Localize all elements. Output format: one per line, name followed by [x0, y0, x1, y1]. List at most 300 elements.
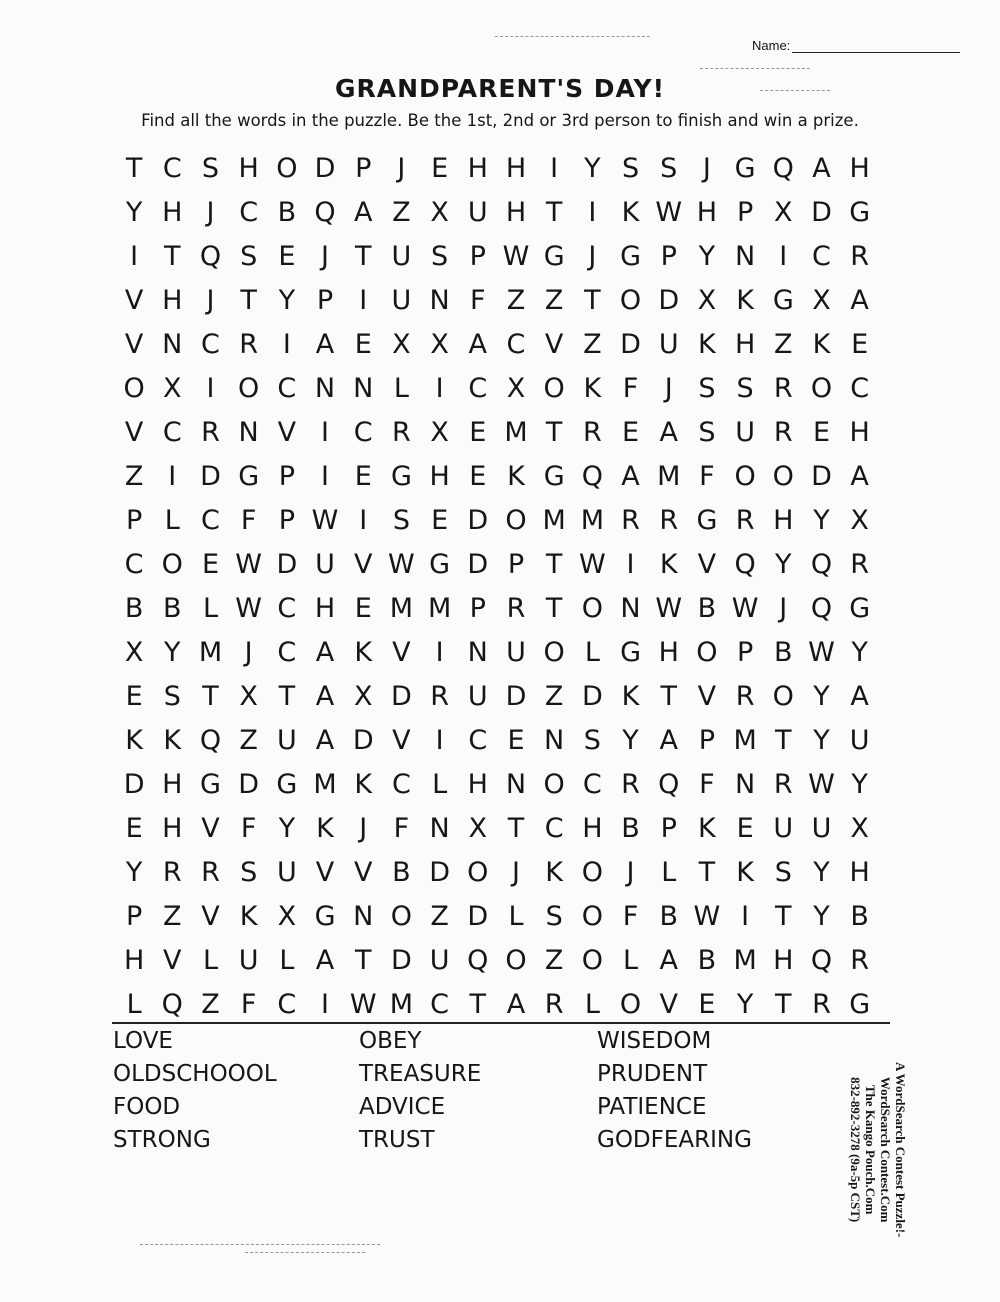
grid-letter: G [200, 768, 221, 800]
grid-letter: H [314, 592, 336, 624]
grid-letter: H [238, 152, 259, 184]
grid-letter: I [550, 152, 559, 184]
grid-letter: H [734, 328, 756, 360]
grid-letter: H [696, 196, 718, 228]
grid-letter: I [206, 372, 215, 404]
grid-letter: B [774, 636, 793, 668]
grid-letter: X [430, 416, 449, 448]
grid-letter: W [235, 592, 262, 624]
grid-letter: N [238, 416, 259, 448]
grid-letter: R [773, 768, 793, 800]
grid-letter: G [620, 636, 641, 668]
grid-letter: A [468, 328, 488, 360]
grid-letter: K [698, 812, 716, 844]
scan-mark [245, 1252, 365, 1253]
grid-letter: S [621, 152, 640, 184]
scan-mark [760, 90, 830, 91]
grid-letter: L [164, 504, 180, 536]
grid-letter: T [545, 416, 563, 448]
grid-letter: V [659, 988, 678, 1020]
grid-letter: U [849, 724, 870, 756]
grid-letter: C [277, 372, 297, 404]
grid-letter: Y [164, 636, 181, 668]
grid-letter: L [508, 900, 524, 932]
grid-letter: Q [581, 460, 603, 492]
grid-letter: Q [314, 196, 336, 228]
grid-letter: O [467, 856, 489, 888]
grid-letter: R [506, 592, 526, 624]
grid-letter: G [620, 240, 641, 272]
grid-letter: I [321, 988, 330, 1020]
grid-letter: F [622, 372, 639, 404]
grid-letter: R [621, 504, 640, 536]
grid-letter: J [206, 196, 215, 228]
grid-letter: Q [772, 152, 794, 184]
grid-letter: D [467, 504, 489, 536]
grid-letter: H [849, 416, 870, 448]
grid-letter: R [239, 328, 259, 360]
grid-letter: C [201, 504, 220, 536]
grid-letter: L [202, 592, 218, 624]
grid-letter: U [391, 284, 412, 316]
grid-letter: J [588, 240, 597, 272]
grid-letter: S [698, 416, 716, 448]
grid-letter: B [277, 196, 297, 228]
grid-letter: P [736, 196, 754, 228]
grid-letter: P [125, 504, 143, 536]
grid-letter: Y [698, 240, 716, 272]
grid-letter: D [429, 856, 450, 888]
grid-letter: J [664, 372, 673, 404]
grid-letter: U [276, 856, 297, 888]
word-list-item: OLDSCHOOOL [113, 1060, 277, 1087]
grid-letter: C [162, 152, 182, 184]
grid-letter: K [125, 724, 143, 756]
grid-letter: X [163, 372, 182, 404]
grid-letter: P [278, 504, 295, 536]
grid-letter: K [163, 724, 182, 756]
grid-letter: S [163, 680, 181, 712]
grid-letter: T [240, 284, 257, 316]
grid-letter: M [733, 724, 757, 756]
grid-letter: T [775, 724, 792, 756]
grid-letter: V [353, 856, 373, 888]
grid-letter: O [238, 372, 260, 404]
grid-letter: Y [813, 724, 830, 756]
grid-letter: G [734, 152, 756, 184]
grid-letter: A [659, 944, 678, 976]
grid-letter: A [850, 680, 869, 712]
credit-line: A WordSearch Contest Puzzle!- [893, 1062, 908, 1238]
grid-letter: N [353, 372, 374, 404]
grid-letter: J [702, 152, 711, 184]
grid-letter: H [849, 152, 870, 184]
grid-letter: O [505, 504, 527, 536]
grid-letter: E [812, 416, 830, 448]
grid-letter: C [506, 328, 526, 360]
grid-letter: W [311, 504, 339, 536]
grid-letter: E [851, 328, 869, 360]
grid-letter: M [389, 988, 414, 1020]
grid-letter: W [655, 592, 683, 624]
grid-letter: H [582, 812, 603, 844]
grid-letter: I [435, 636, 444, 668]
grid-letter: A [812, 152, 831, 184]
grid-letter: B [697, 592, 717, 624]
grid-letter: D [391, 944, 412, 976]
grid-letter: K [736, 856, 754, 888]
grid-letter: Y [851, 768, 868, 800]
grid-letter: R [659, 504, 679, 536]
grid-letter: N [353, 900, 374, 932]
grid-letter: W [235, 548, 262, 580]
grid-letter: K [354, 636, 373, 668]
grid-letter: V [277, 416, 297, 448]
grid-letter: J [626, 856, 635, 888]
grid-letter: T [469, 988, 487, 1020]
grid-letter: Z [583, 328, 602, 360]
grid-letter: D [352, 724, 374, 756]
grid-letter: E [431, 504, 449, 536]
word-search-grid [115, 146, 879, 1026]
grid-letter: Q [199, 724, 222, 756]
grid-letter: A [315, 680, 335, 712]
grid-letter: D [811, 460, 832, 492]
grid-letter: W [731, 592, 759, 624]
word-list-item: FOOD [113, 1093, 181, 1120]
grid-letter: D [123, 768, 145, 800]
grid-letter: S [545, 900, 563, 932]
scan-mark [700, 68, 810, 69]
grid-letter: A [315, 724, 335, 756]
grid-letter: S [583, 724, 601, 756]
grid-letter: J [397, 152, 406, 184]
grid-letter: G [849, 592, 871, 624]
grid-letter: W [349, 988, 377, 1020]
grid-letter: U [391, 240, 412, 272]
grid-letter: H [467, 768, 488, 800]
grid-letter: T [354, 944, 372, 976]
grid-letter: P [469, 592, 486, 624]
grid-letter: H [505, 152, 527, 184]
grid-letter: E [507, 724, 525, 756]
grid-letter: S [201, 152, 220, 184]
grid-letter: D [658, 284, 680, 316]
grid-letter: E [278, 240, 296, 272]
grid-letter: R [735, 680, 755, 712]
grid-letter: G [429, 548, 451, 580]
grid-letter: V [392, 724, 411, 756]
grid-letter: V [124, 328, 144, 360]
grid-letter: C [430, 988, 450, 1020]
grid-letter: Q [199, 240, 222, 272]
grid-letter: P [469, 240, 486, 272]
grid-letter: D [314, 152, 336, 184]
grid-letter: K [583, 372, 602, 404]
grid-letter: R [850, 240, 870, 272]
grid-letter: O [619, 284, 642, 316]
grid-letter: R [773, 372, 793, 404]
grid-letter: X [353, 680, 373, 712]
name-input-line[interactable] [792, 52, 960, 53]
grid-letter: P [125, 900, 143, 932]
grid-letter: K [621, 680, 640, 712]
grid-letter: C [582, 768, 602, 800]
grid-letter: O [772, 680, 794, 712]
grid-letter: S [660, 152, 678, 184]
word-list-item: LOVE [113, 1027, 173, 1054]
grid-letter: D [620, 328, 641, 360]
grid-letter: S [240, 240, 258, 272]
grid-letter: G [543, 460, 565, 492]
grid-letter: V [353, 548, 373, 580]
grid-letter: E [354, 328, 372, 360]
grid-letter: R [735, 504, 755, 536]
grid-letter: F [240, 812, 257, 844]
grid-letter: I [435, 372, 444, 404]
grid-letter: U [429, 944, 450, 976]
grid-letter: L [584, 988, 600, 1020]
grid-letter: M [657, 460, 681, 492]
grid-letter: E [354, 460, 372, 492]
grid-letter: M [733, 944, 757, 976]
grid-letter: O [543, 372, 565, 404]
grid-letter: T [125, 152, 143, 184]
grid-letter: I [588, 196, 597, 228]
grid-letter: W [502, 240, 530, 272]
word-list-item: TRUST [359, 1126, 435, 1153]
grid-letter: N [734, 768, 756, 800]
grid-letter: I [321, 460, 330, 492]
grid-letter: V [124, 284, 144, 316]
grid-letter: Q [810, 548, 833, 580]
grid-letter: D [391, 680, 412, 712]
grid-letter: X [506, 372, 526, 404]
grid-letter: I [168, 460, 177, 492]
grid-letter: O [734, 460, 756, 492]
grid-letter: N [734, 240, 756, 272]
grid-letter: M [504, 416, 528, 448]
grid-letter: M [198, 636, 223, 668]
grid-letter: C [468, 724, 488, 756]
credit-line: The Kango Pouch.Com [863, 1084, 878, 1215]
grid-letter: I [282, 328, 291, 360]
grid-letter: K [621, 196, 640, 228]
grid-letter: R [850, 548, 870, 580]
grid-letter: R [430, 680, 449, 712]
grid-letter: V [315, 856, 335, 888]
grid-letter: Y [278, 812, 296, 844]
grid-letter: Z [124, 460, 144, 492]
grid-letter: E [431, 152, 449, 184]
grid-letter: M [427, 592, 452, 624]
grid-letter: O [581, 944, 603, 976]
grid-letter: H [505, 196, 527, 228]
grid-letter: R [850, 944, 870, 976]
grid-letter: H [467, 152, 488, 184]
grid-letter: I [359, 504, 368, 536]
grid-letter: H [773, 504, 794, 536]
word-list-item: PRUDENT [597, 1060, 708, 1087]
grid-letter: V [697, 548, 717, 580]
grid-letter: U [658, 328, 679, 360]
grid-letter: D [581, 680, 603, 712]
grid-letter: U [506, 636, 526, 668]
grid-letter: Q [161, 988, 183, 1020]
grid-letter: O [276, 152, 298, 184]
grid-letter: K [812, 328, 831, 360]
grid-letter: O [581, 900, 603, 932]
grid-letter: Z [544, 284, 564, 316]
grid-letter: Q [658, 768, 680, 800]
grid-letter: V [124, 416, 144, 448]
scan-mark [140, 1244, 380, 1245]
grid-letter: R [162, 856, 182, 888]
grid-letter: E [469, 460, 487, 492]
grid-letter: Q [734, 548, 756, 580]
word-list-item: STRONG [113, 1126, 211, 1153]
grid-letter: O [772, 460, 794, 492]
grid-letter: J [511, 856, 520, 888]
grid-letter: C [162, 416, 182, 448]
grid-letter: C [124, 548, 144, 580]
grid-letter: O [390, 900, 413, 932]
grid-letter: E [469, 416, 487, 448]
grid-letter: T [164, 240, 181, 272]
grid-letter: Q [810, 944, 833, 976]
grid-letter: R [392, 416, 411, 448]
grid-letter: P [660, 240, 677, 272]
grid-letter: T [660, 680, 677, 712]
grid-letter: N [505, 768, 527, 800]
grid-letter: E [736, 812, 754, 844]
grid-letter: Y [813, 856, 830, 888]
name-label: Name: [752, 38, 791, 53]
grid-letter: A [353, 196, 373, 228]
grid-letter: G [238, 460, 260, 492]
grid-letter: M [313, 768, 337, 800]
grid-letter: L [623, 944, 639, 976]
grid-letter: Y [278, 284, 296, 316]
grid-letter: F [393, 812, 410, 844]
grid-letter: P [736, 636, 754, 668]
grid-letter: C [277, 592, 297, 624]
grid-letter: C [850, 372, 870, 404]
grid-letter: G [314, 900, 336, 932]
grid-letter: A [850, 284, 869, 316]
grid-letter: F [240, 504, 257, 536]
grid-letter: P [355, 152, 372, 184]
grid-letter: N [467, 636, 488, 668]
grid-letter: N [620, 592, 641, 624]
word-list-item: PATIENCE [597, 1093, 707, 1120]
grid-letter: U [811, 812, 832, 844]
grid-letter: G [772, 284, 794, 316]
grid-letter: D [276, 548, 298, 580]
grid-letter: P [316, 284, 334, 316]
grid-letter: A [506, 988, 526, 1020]
grid-letter: H [429, 460, 450, 492]
grid-letter: D [238, 768, 260, 800]
grid-letter: A [659, 724, 678, 756]
grid-letter: Z [392, 196, 411, 228]
grid-letter: T [545, 592, 563, 624]
grid-letter: A [315, 944, 335, 976]
grid-letter: A [621, 460, 640, 492]
grid-letter: Y [736, 988, 754, 1020]
grid-letter: P [698, 724, 716, 756]
grid-letter: T [545, 548, 563, 580]
grid-letter: G [849, 196, 871, 228]
grid-letter: Z [544, 680, 564, 712]
word-list-item: GODFEARING [597, 1126, 752, 1153]
grid-letter: H [162, 284, 183, 316]
credit-line: WordSearch Contest.Com [878, 1076, 893, 1223]
grid-letter: A [850, 460, 869, 492]
grid-letter: K [545, 856, 564, 888]
grid-letter: P [278, 460, 295, 492]
grid-letter: S [240, 856, 258, 888]
grid-letter: T [278, 680, 296, 712]
grid-letter: S [392, 504, 410, 536]
grid-letter: V [392, 636, 411, 668]
grid-letter: E [698, 988, 716, 1020]
grid-letter: G [696, 504, 718, 536]
grid-letter: E [201, 548, 219, 580]
grid-letter: K [239, 900, 258, 932]
grid-letter: W [655, 196, 683, 228]
grid-letter: X [239, 680, 258, 712]
grid-letter: H [773, 944, 794, 976]
grid-letter: B [124, 592, 144, 624]
grid-letter: X [774, 196, 793, 228]
word-list-item: OBEY [359, 1027, 422, 1054]
grid-letter: E [125, 812, 143, 844]
grid-letter: U [315, 548, 335, 580]
grid-letter: C [812, 240, 831, 272]
grid-letter: I [779, 240, 788, 272]
grid-letter: Y [622, 724, 639, 756]
grid-letter: D [467, 900, 489, 932]
grid-letter: N [429, 284, 450, 316]
grid-letter: H [123, 944, 145, 976]
grid-letter: C [468, 372, 488, 404]
grid-letter: J [779, 592, 788, 624]
grid-letter: V [544, 328, 564, 360]
grid-letter: O [696, 636, 718, 668]
grid-letter: Q [467, 944, 489, 976]
grid-letter: L [661, 856, 677, 888]
grid-letter: I [435, 724, 444, 756]
grid-letter: R [582, 416, 602, 448]
grid-letter: H [162, 812, 183, 844]
grid-letter: I [359, 284, 368, 316]
grid-letter: L [126, 988, 142, 1020]
grid-letter: E [354, 592, 372, 624]
grid-letter: W [808, 636, 835, 668]
grid-letter: K [354, 768, 373, 800]
grid-letter: J [206, 284, 215, 316]
grid-letter: V [201, 812, 220, 844]
grid-letter: C [277, 636, 297, 668]
grid-letter: K [507, 460, 525, 492]
grid-letter: T [698, 856, 716, 888]
grid-letter: F [699, 768, 715, 800]
grid-letter: M [580, 504, 604, 536]
grid-letter: L [393, 372, 409, 404]
grid-letter: D [467, 548, 489, 580]
grid-letter: R [201, 856, 220, 888]
